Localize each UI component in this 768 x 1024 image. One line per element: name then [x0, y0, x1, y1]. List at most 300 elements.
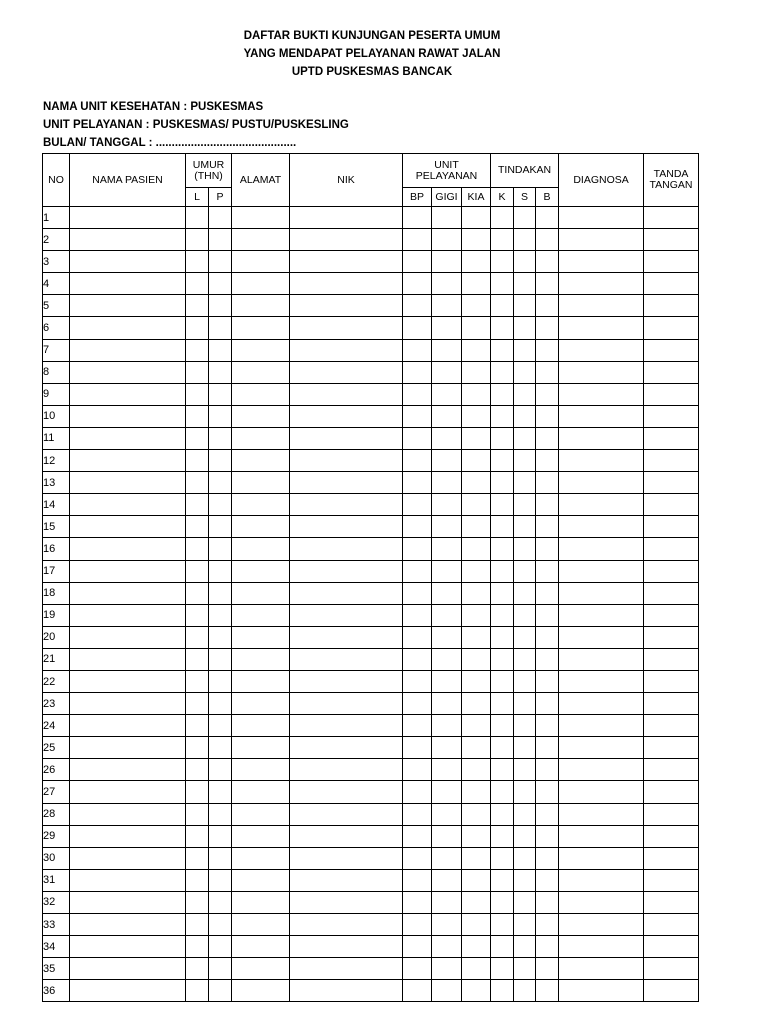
blank-entry-cell[interactable]: [462, 516, 491, 538]
blank-entry-cell[interactable]: [290, 759, 403, 781]
blank-entry-cell[interactable]: [559, 273, 644, 295]
blank-entry-cell[interactable]: [403, 383, 432, 405]
blank-entry-cell[interactable]: [403, 914, 432, 936]
blank-entry-cell[interactable]: [290, 980, 403, 1002]
blank-entry-cell[interactable]: [209, 317, 232, 339]
blank-entry-cell[interactable]: [559, 582, 644, 604]
blank-entry-cell[interactable]: [186, 251, 209, 273]
blank-entry-cell[interactable]: [536, 472, 559, 494]
blank-entry-cell[interactable]: [491, 427, 514, 449]
blank-entry-cell[interactable]: [559, 494, 644, 516]
blank-entry-cell[interactable]: [70, 891, 186, 913]
blank-entry-cell[interactable]: [514, 472, 536, 494]
blank-entry-cell[interactable]: [491, 472, 514, 494]
blank-entry-cell[interactable]: [644, 891, 699, 913]
blank-entry-cell[interactable]: [290, 472, 403, 494]
blank-entry-cell[interactable]: [290, 207, 403, 229]
blank-entry-cell[interactable]: [536, 560, 559, 582]
blank-entry-cell[interactable]: [644, 251, 699, 273]
blank-entry-cell[interactable]: [432, 869, 462, 891]
blank-entry-cell[interactable]: [514, 516, 536, 538]
blank-entry-cell[interactable]: [644, 450, 699, 472]
blank-entry-cell[interactable]: [559, 450, 644, 472]
blank-entry-cell[interactable]: [186, 670, 209, 692]
blank-entry-cell[interactable]: [70, 825, 186, 847]
blank-entry-cell[interactable]: [462, 251, 491, 273]
blank-entry-cell[interactable]: [186, 538, 209, 560]
blank-entry-cell[interactable]: [462, 648, 491, 670]
blank-entry-cell[interactable]: [70, 980, 186, 1002]
blank-entry-cell[interactable]: [432, 693, 462, 715]
blank-entry-cell[interactable]: [432, 383, 462, 405]
blank-entry-cell[interactable]: [644, 427, 699, 449]
blank-entry-cell[interactable]: [491, 670, 514, 692]
blank-entry-cell[interactable]: [462, 229, 491, 251]
blank-entry-cell[interactable]: [232, 958, 290, 980]
blank-entry-cell[interactable]: [644, 582, 699, 604]
blank-entry-cell[interactable]: [232, 847, 290, 869]
blank-entry-cell[interactable]: [232, 759, 290, 781]
blank-entry-cell[interactable]: [209, 670, 232, 692]
blank-entry-cell[interactable]: [186, 317, 209, 339]
blank-entry-cell[interactable]: [209, 759, 232, 781]
blank-entry-cell[interactable]: [403, 825, 432, 847]
blank-entry-cell[interactable]: [644, 693, 699, 715]
blank-entry-cell[interactable]: [559, 472, 644, 494]
blank-entry-cell[interactable]: [403, 693, 432, 715]
blank-entry-cell[interactable]: [432, 914, 462, 936]
blank-entry-cell[interactable]: [462, 737, 491, 759]
blank-entry-cell[interactable]: [644, 273, 699, 295]
blank-entry-cell[interactable]: [186, 582, 209, 604]
blank-entry-cell[interactable]: [559, 693, 644, 715]
blank-entry-cell[interactable]: [209, 869, 232, 891]
blank-entry-cell[interactable]: [536, 229, 559, 251]
blank-entry-cell[interactable]: [290, 803, 403, 825]
blank-entry-cell[interactable]: [462, 759, 491, 781]
blank-entry-cell[interactable]: [232, 229, 290, 251]
blank-entry-cell[interactable]: [514, 914, 536, 936]
blank-entry-cell[interactable]: [209, 295, 232, 317]
blank-entry-cell[interactable]: [432, 670, 462, 692]
blank-entry-cell[interactable]: [403, 405, 432, 427]
blank-entry-cell[interactable]: [491, 693, 514, 715]
blank-entry-cell[interactable]: [290, 516, 403, 538]
blank-entry-cell[interactable]: [232, 715, 290, 737]
blank-entry-cell[interactable]: [403, 582, 432, 604]
blank-entry-cell[interactable]: [209, 538, 232, 560]
blank-entry-cell[interactable]: [559, 383, 644, 405]
blank-entry-cell[interactable]: [232, 914, 290, 936]
blank-entry-cell[interactable]: [186, 936, 209, 958]
blank-entry-cell[interactable]: [514, 781, 536, 803]
blank-entry-cell[interactable]: [491, 626, 514, 648]
blank-entry-cell[interactable]: [209, 958, 232, 980]
blank-entry-cell[interactable]: [514, 825, 536, 847]
blank-entry-cell[interactable]: [232, 693, 290, 715]
blank-entry-cell[interactable]: [536, 251, 559, 273]
blank-entry-cell[interactable]: [403, 207, 432, 229]
blank-entry-cell[interactable]: [432, 538, 462, 560]
blank-entry-cell[interactable]: [186, 980, 209, 1002]
blank-entry-cell[interactable]: [644, 781, 699, 803]
blank-entry-cell[interactable]: [462, 715, 491, 737]
blank-entry-cell[interactable]: [70, 229, 186, 251]
blank-entry-cell[interactable]: [491, 295, 514, 317]
blank-entry-cell[interactable]: [514, 715, 536, 737]
blank-entry-cell[interactable]: [232, 472, 290, 494]
blank-entry-cell[interactable]: [462, 980, 491, 1002]
blank-entry-cell[interactable]: [209, 737, 232, 759]
blank-entry-cell[interactable]: [536, 958, 559, 980]
blank-entry-cell[interactable]: [186, 759, 209, 781]
blank-entry-cell[interactable]: [70, 869, 186, 891]
blank-entry-cell[interactable]: [209, 781, 232, 803]
blank-entry-cell[interactable]: [232, 405, 290, 427]
blank-entry-cell[interactable]: [644, 958, 699, 980]
blank-entry-cell[interactable]: [70, 516, 186, 538]
blank-entry-cell[interactable]: [559, 295, 644, 317]
blank-entry-cell[interactable]: [70, 251, 186, 273]
blank-entry-cell[interactable]: [209, 582, 232, 604]
blank-entry-cell[interactable]: [403, 958, 432, 980]
blank-entry-cell[interactable]: [514, 339, 536, 361]
blank-entry-cell[interactable]: [403, 626, 432, 648]
blank-entry-cell[interactable]: [432, 936, 462, 958]
blank-entry-cell[interactable]: [209, 427, 232, 449]
blank-entry-cell[interactable]: [290, 494, 403, 516]
blank-entry-cell[interactable]: [403, 538, 432, 560]
blank-entry-cell[interactable]: [491, 273, 514, 295]
blank-entry-cell[interactable]: [186, 869, 209, 891]
blank-entry-cell[interactable]: [290, 648, 403, 670]
blank-entry-cell[interactable]: [290, 582, 403, 604]
blank-entry-cell[interactable]: [403, 229, 432, 251]
blank-entry-cell[interactable]: [559, 339, 644, 361]
blank-entry-cell[interactable]: [70, 737, 186, 759]
blank-entry-cell[interactable]: [514, 538, 536, 560]
blank-entry-cell[interactable]: [403, 450, 432, 472]
blank-entry-cell[interactable]: [559, 759, 644, 781]
blank-entry-cell[interactable]: [290, 914, 403, 936]
blank-entry-cell[interactable]: [462, 936, 491, 958]
blank-entry-cell[interactable]: [186, 339, 209, 361]
blank-entry-cell[interactable]: [559, 427, 644, 449]
blank-entry-cell[interactable]: [559, 936, 644, 958]
blank-entry-cell[interactable]: [186, 516, 209, 538]
blank-entry-cell[interactable]: [491, 229, 514, 251]
blank-entry-cell[interactable]: [232, 427, 290, 449]
blank-entry-cell[interactable]: [209, 693, 232, 715]
blank-entry-cell[interactable]: [290, 737, 403, 759]
blank-entry-cell[interactable]: [403, 715, 432, 737]
blank-entry-cell[interactable]: [514, 427, 536, 449]
blank-entry-cell[interactable]: [644, 560, 699, 582]
blank-entry-cell[interactable]: [514, 958, 536, 980]
blank-entry-cell[interactable]: [290, 273, 403, 295]
blank-entry-cell[interactable]: [432, 516, 462, 538]
blank-entry-cell[interactable]: [644, 825, 699, 847]
blank-entry-cell[interactable]: [536, 715, 559, 737]
blank-entry-cell[interactable]: [209, 494, 232, 516]
blank-entry-cell[interactable]: [290, 405, 403, 427]
blank-entry-cell[interactable]: [232, 891, 290, 913]
blank-entry-cell[interactable]: [232, 980, 290, 1002]
blank-entry-cell[interactable]: [232, 604, 290, 626]
blank-entry-cell[interactable]: [514, 450, 536, 472]
blank-entry-cell[interactable]: [491, 958, 514, 980]
blank-entry-cell[interactable]: [432, 339, 462, 361]
blank-entry-cell[interactable]: [491, 450, 514, 472]
blank-entry-cell[interactable]: [462, 383, 491, 405]
blank-entry-cell[interactable]: [462, 582, 491, 604]
blank-entry-cell[interactable]: [536, 781, 559, 803]
blank-entry-cell[interactable]: [644, 914, 699, 936]
blank-entry-cell[interactable]: [536, 383, 559, 405]
blank-entry-cell[interactable]: [209, 472, 232, 494]
blank-entry-cell[interactable]: [232, 494, 290, 516]
blank-entry-cell[interactable]: [559, 958, 644, 980]
blank-entry-cell[interactable]: [462, 847, 491, 869]
blank-entry-cell[interactable]: [462, 825, 491, 847]
blank-entry-cell[interactable]: [432, 803, 462, 825]
blank-entry-cell[interactable]: [70, 339, 186, 361]
blank-entry-cell[interactable]: [232, 361, 290, 383]
blank-entry-cell[interactable]: [186, 648, 209, 670]
blank-entry-cell[interactable]: [514, 670, 536, 692]
blank-entry-cell[interactable]: [290, 427, 403, 449]
blank-entry-cell[interactable]: [559, 604, 644, 626]
blank-entry-cell[interactable]: [491, 538, 514, 560]
blank-entry-cell[interactable]: [70, 936, 186, 958]
blank-entry-cell[interactable]: [186, 472, 209, 494]
blank-entry-cell[interactable]: [70, 781, 186, 803]
blank-entry-cell[interactable]: [491, 361, 514, 383]
blank-entry-cell[interactable]: [209, 560, 232, 582]
blank-entry-cell[interactable]: [432, 891, 462, 913]
blank-entry-cell[interactable]: [209, 803, 232, 825]
blank-entry-cell[interactable]: [536, 450, 559, 472]
blank-entry-cell[interactable]: [462, 494, 491, 516]
blank-entry-cell[interactable]: [462, 273, 491, 295]
blank-entry-cell[interactable]: [514, 560, 536, 582]
blank-entry-cell[interactable]: [209, 626, 232, 648]
blank-entry-cell[interactable]: [232, 560, 290, 582]
blank-entry-cell[interactable]: [432, 361, 462, 383]
blank-entry-cell[interactable]: [403, 273, 432, 295]
blank-entry-cell[interactable]: [232, 207, 290, 229]
blank-entry-cell[interactable]: [559, 229, 644, 251]
blank-entry-cell[interactable]: [514, 980, 536, 1002]
blank-entry-cell[interactable]: [186, 715, 209, 737]
blank-entry-cell[interactable]: [70, 626, 186, 648]
blank-entry-cell[interactable]: [491, 582, 514, 604]
blank-entry-cell[interactable]: [70, 317, 186, 339]
blank-entry-cell[interactable]: [403, 472, 432, 494]
blank-entry-cell[interactable]: [644, 648, 699, 670]
blank-entry-cell[interactable]: [644, 626, 699, 648]
blank-entry-cell[interactable]: [536, 869, 559, 891]
blank-entry-cell[interactable]: [432, 317, 462, 339]
blank-entry-cell[interactable]: [432, 648, 462, 670]
blank-entry-cell[interactable]: [514, 317, 536, 339]
blank-entry-cell[interactable]: [644, 207, 699, 229]
blank-entry-cell[interactable]: [559, 914, 644, 936]
blank-entry-cell[interactable]: [209, 273, 232, 295]
blank-entry-cell[interactable]: [559, 648, 644, 670]
blank-entry-cell[interactable]: [491, 737, 514, 759]
blank-entry-cell[interactable]: [290, 560, 403, 582]
blank-entry-cell[interactable]: [536, 427, 559, 449]
blank-entry-cell[interactable]: [514, 759, 536, 781]
blank-entry-cell[interactable]: [432, 737, 462, 759]
blank-entry-cell[interactable]: [186, 604, 209, 626]
blank-entry-cell[interactable]: [491, 803, 514, 825]
blank-entry-cell[interactable]: [290, 891, 403, 913]
blank-entry-cell[interactable]: [559, 251, 644, 273]
blank-entry-cell[interactable]: [514, 847, 536, 869]
blank-entry-cell[interactable]: [209, 361, 232, 383]
blank-entry-cell[interactable]: [644, 869, 699, 891]
blank-entry-cell[interactable]: [536, 980, 559, 1002]
blank-entry-cell[interactable]: [186, 295, 209, 317]
blank-entry-cell[interactable]: [462, 626, 491, 648]
blank-entry-cell[interactable]: [559, 405, 644, 427]
blank-entry-cell[interactable]: [186, 361, 209, 383]
blank-entry-cell[interactable]: [209, 229, 232, 251]
blank-entry-cell[interactable]: [491, 869, 514, 891]
blank-entry-cell[interactable]: [559, 980, 644, 1002]
blank-entry-cell[interactable]: [290, 450, 403, 472]
blank-entry-cell[interactable]: [644, 936, 699, 958]
blank-entry-cell[interactable]: [491, 648, 514, 670]
blank-entry-cell[interactable]: [209, 914, 232, 936]
blank-entry-cell[interactable]: [491, 317, 514, 339]
blank-entry-cell[interactable]: [70, 450, 186, 472]
blank-entry-cell[interactable]: [462, 317, 491, 339]
blank-entry-cell[interactable]: [290, 958, 403, 980]
blank-entry-cell[interactable]: [644, 604, 699, 626]
blank-entry-cell[interactable]: [536, 538, 559, 560]
blank-entry-cell[interactable]: [432, 847, 462, 869]
blank-entry-cell[interactable]: [491, 494, 514, 516]
blank-entry-cell[interactable]: [644, 538, 699, 560]
blank-entry-cell[interactable]: [644, 715, 699, 737]
blank-entry-cell[interactable]: [536, 626, 559, 648]
blank-entry-cell[interactable]: [232, 383, 290, 405]
blank-entry-cell[interactable]: [290, 693, 403, 715]
blank-entry-cell[interactable]: [644, 516, 699, 538]
blank-entry-cell[interactable]: [403, 648, 432, 670]
blank-entry-cell[interactable]: [209, 891, 232, 913]
blank-entry-cell[interactable]: [209, 516, 232, 538]
blank-entry-cell[interactable]: [186, 958, 209, 980]
blank-entry-cell[interactable]: [462, 693, 491, 715]
blank-entry-cell[interactable]: [403, 891, 432, 913]
blank-entry-cell[interactable]: [514, 295, 536, 317]
blank-entry-cell[interactable]: [536, 516, 559, 538]
blank-entry-cell[interactable]: [186, 273, 209, 295]
blank-entry-cell[interactable]: [462, 207, 491, 229]
blank-entry-cell[interactable]: [232, 295, 290, 317]
blank-entry-cell[interactable]: [514, 582, 536, 604]
blank-entry-cell[interactable]: [186, 803, 209, 825]
blank-entry-cell[interactable]: [70, 847, 186, 869]
blank-entry-cell[interactable]: [70, 472, 186, 494]
blank-entry-cell[interactable]: [232, 626, 290, 648]
blank-entry-cell[interactable]: [70, 383, 186, 405]
blank-entry-cell[interactable]: [70, 715, 186, 737]
blank-entry-cell[interactable]: [290, 317, 403, 339]
blank-entry-cell[interactable]: [70, 759, 186, 781]
blank-entry-cell[interactable]: [70, 648, 186, 670]
blank-entry-cell[interactable]: [186, 494, 209, 516]
blank-entry-cell[interactable]: [644, 803, 699, 825]
blank-entry-cell[interactable]: [232, 317, 290, 339]
blank-entry-cell[interactable]: [432, 450, 462, 472]
blank-entry-cell[interactable]: [209, 715, 232, 737]
blank-entry-cell[interactable]: [514, 383, 536, 405]
blank-entry-cell[interactable]: [462, 604, 491, 626]
blank-entry-cell[interactable]: [70, 207, 186, 229]
blank-entry-cell[interactable]: [644, 317, 699, 339]
blank-entry-cell[interactable]: [644, 361, 699, 383]
blank-entry-cell[interactable]: [514, 891, 536, 913]
blank-entry-cell[interactable]: [186, 737, 209, 759]
blank-entry-cell[interactable]: [70, 803, 186, 825]
blank-entry-cell[interactable]: [644, 494, 699, 516]
blank-entry-cell[interactable]: [290, 825, 403, 847]
blank-entry-cell[interactable]: [186, 891, 209, 913]
blank-entry-cell[interactable]: [70, 670, 186, 692]
blank-entry-cell[interactable]: [290, 295, 403, 317]
blank-entry-cell[interactable]: [209, 936, 232, 958]
blank-entry-cell[interactable]: [536, 604, 559, 626]
blank-entry-cell[interactable]: [491, 251, 514, 273]
blank-entry-cell[interactable]: [403, 560, 432, 582]
blank-entry-cell[interactable]: [186, 427, 209, 449]
blank-entry-cell[interactable]: [462, 781, 491, 803]
blank-entry-cell[interactable]: [232, 803, 290, 825]
blank-entry-cell[interactable]: [403, 980, 432, 1002]
blank-entry-cell[interactable]: [290, 626, 403, 648]
blank-entry-cell[interactable]: [491, 781, 514, 803]
blank-entry-cell[interactable]: [514, 273, 536, 295]
blank-entry-cell[interactable]: [536, 825, 559, 847]
blank-entry-cell[interactable]: [536, 405, 559, 427]
blank-entry-cell[interactable]: [432, 980, 462, 1002]
blank-entry-cell[interactable]: [290, 869, 403, 891]
blank-entry-cell[interactable]: [514, 251, 536, 273]
blank-entry-cell[interactable]: [536, 317, 559, 339]
blank-entry-cell[interactable]: [559, 803, 644, 825]
blank-entry-cell[interactable]: [559, 317, 644, 339]
blank-entry-cell[interactable]: [491, 825, 514, 847]
blank-entry-cell[interactable]: [232, 825, 290, 847]
blank-entry-cell[interactable]: [514, 494, 536, 516]
blank-entry-cell[interactable]: [186, 825, 209, 847]
blank-entry-cell[interactable]: [209, 980, 232, 1002]
blank-entry-cell[interactable]: [559, 847, 644, 869]
blank-entry-cell[interactable]: [186, 383, 209, 405]
blank-entry-cell[interactable]: [514, 361, 536, 383]
blank-entry-cell[interactable]: [644, 980, 699, 1002]
blank-entry-cell[interactable]: [209, 405, 232, 427]
blank-entry-cell[interactable]: [559, 715, 644, 737]
blank-entry-cell[interactable]: [403, 936, 432, 958]
blank-entry-cell[interactable]: [232, 516, 290, 538]
blank-entry-cell[interactable]: [432, 251, 462, 273]
